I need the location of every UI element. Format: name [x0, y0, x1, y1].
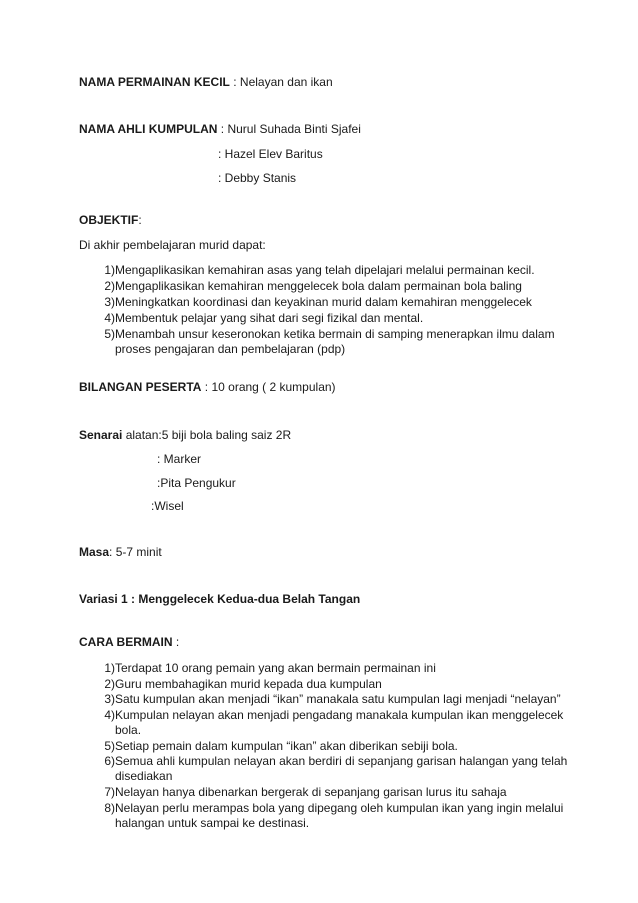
member-name: : Nurul Suhada Binti Sjafei — [220, 122, 361, 136]
participants-value: : 10 orang ( 2 kumpulan) — [204, 380, 336, 394]
variation-title: Variasi 1 : Menggelecek Kedua-dua Belah Tangan — [79, 592, 361, 606]
time-label: Masa — [79, 545, 110, 559]
document-page: NAMA PERMAINAN KECIL : Nelayan dan ikan NAMA AHLI KUMPULAN : Nurul Suhada Binti Sjafei : Hazel Elev Baritus : Debby Stanis OBJEKTIF: Di akhir pembelajaran murid dapat: 1) Mengaplikasikan kemahiran asas yang telah dipelajari melalui permainan kecil. 2) Mengaplikasikan kemahiran menggelecek bola dalam permainan bola baling 3) Meningkatkan koordinasi dan keyakinan murid dalam kemahiran menggelecek 4) Membentuk pelajar yang sihat dari segi fizikal dan mental. 5) Menambah unsur keseronokan ketika bermain di samping menerapkan ilmu dalam proses pengajaran dan pembelajaran (pdp) BILANGAN PESERTA : 10 orang ( 2 kumpulan) Senarai alatan:5 biji bola baling saiz 2R : Marker :Pita Pengukur :Wisel Masa: 5-7 minit Variasi 1 : Menggelecek Kedua-dua Belah Tangan CARA BERMAIN : 1) Terdapat 10 orang pemain yang akan bermain permainan ini 2) Guru membahagikan murid kepada dua kumpulan 3) Satu kumpulan akan menjadi “ikan” manakala satu kumpulan lagi menjadi “nelayan” 4) Kumpulan nelayan akan menjadi pengadang manakala kumpulan ikan menggelecek bola. 5) Setiap pemain dalam kumpulan “ikan” akan diberikan sebiji bola. 6) Semua ahli kumpulan nelayan akan berdiri di sepanjang garisan halangan yang telah disediakan 7) Nelayan hanya dibenarkan bergerak di sepanjang garisan lurus itu sahaja 8) Nelayan perlu merampas bola yang dipegang oleh kumpulan ikan yang ingin melalui halangan untuk sampai ke destinasi. — [79, 75, 568, 830]
equipment-item: : Marker — [157, 452, 202, 466]
howto-label: CARA BERMAIN — [79, 635, 173, 649]
game-name-value: : Nelayan dan ikan — [233, 75, 333, 89]
time-value: : 5-7 minit — [109, 545, 162, 559]
objective-heading: OBJEKTIF: — [79, 213, 142, 227]
participants-line — [79, 380, 336, 395]
equipment-label: Senarai — [79, 428, 123, 442]
objective-intro: Di akhir pembelajaran murid dapat: — [79, 238, 266, 252]
equipment-item: :Wisel — [151, 499, 184, 513]
equipment-item: alatan:5 biji bola baling saiz 2R — [125, 428, 292, 442]
member-name: : Hazel Elev Baritus — [218, 147, 323, 161]
game-name-line — [79, 75, 333, 90]
objective-label: OBJEKTIF — [79, 213, 139, 227]
member-name: : Debby Stanis — [218, 171, 297, 185]
members-line — [79, 122, 361, 137]
howto-heading: CARA BERMAIN : — [79, 635, 180, 649]
equipment-line — [79, 428, 291, 443]
equipment-item: :Pita Pengukur — [157, 476, 236, 490]
members-label: NAMA AHLI KUMPULAN — [79, 122, 218, 136]
time-line — [79, 545, 162, 560]
participants-label: BILANGAN PESERTA — [79, 380, 202, 394]
game-name-label: NAMA PERMAINAN KECIL — [79, 75, 230, 89]
